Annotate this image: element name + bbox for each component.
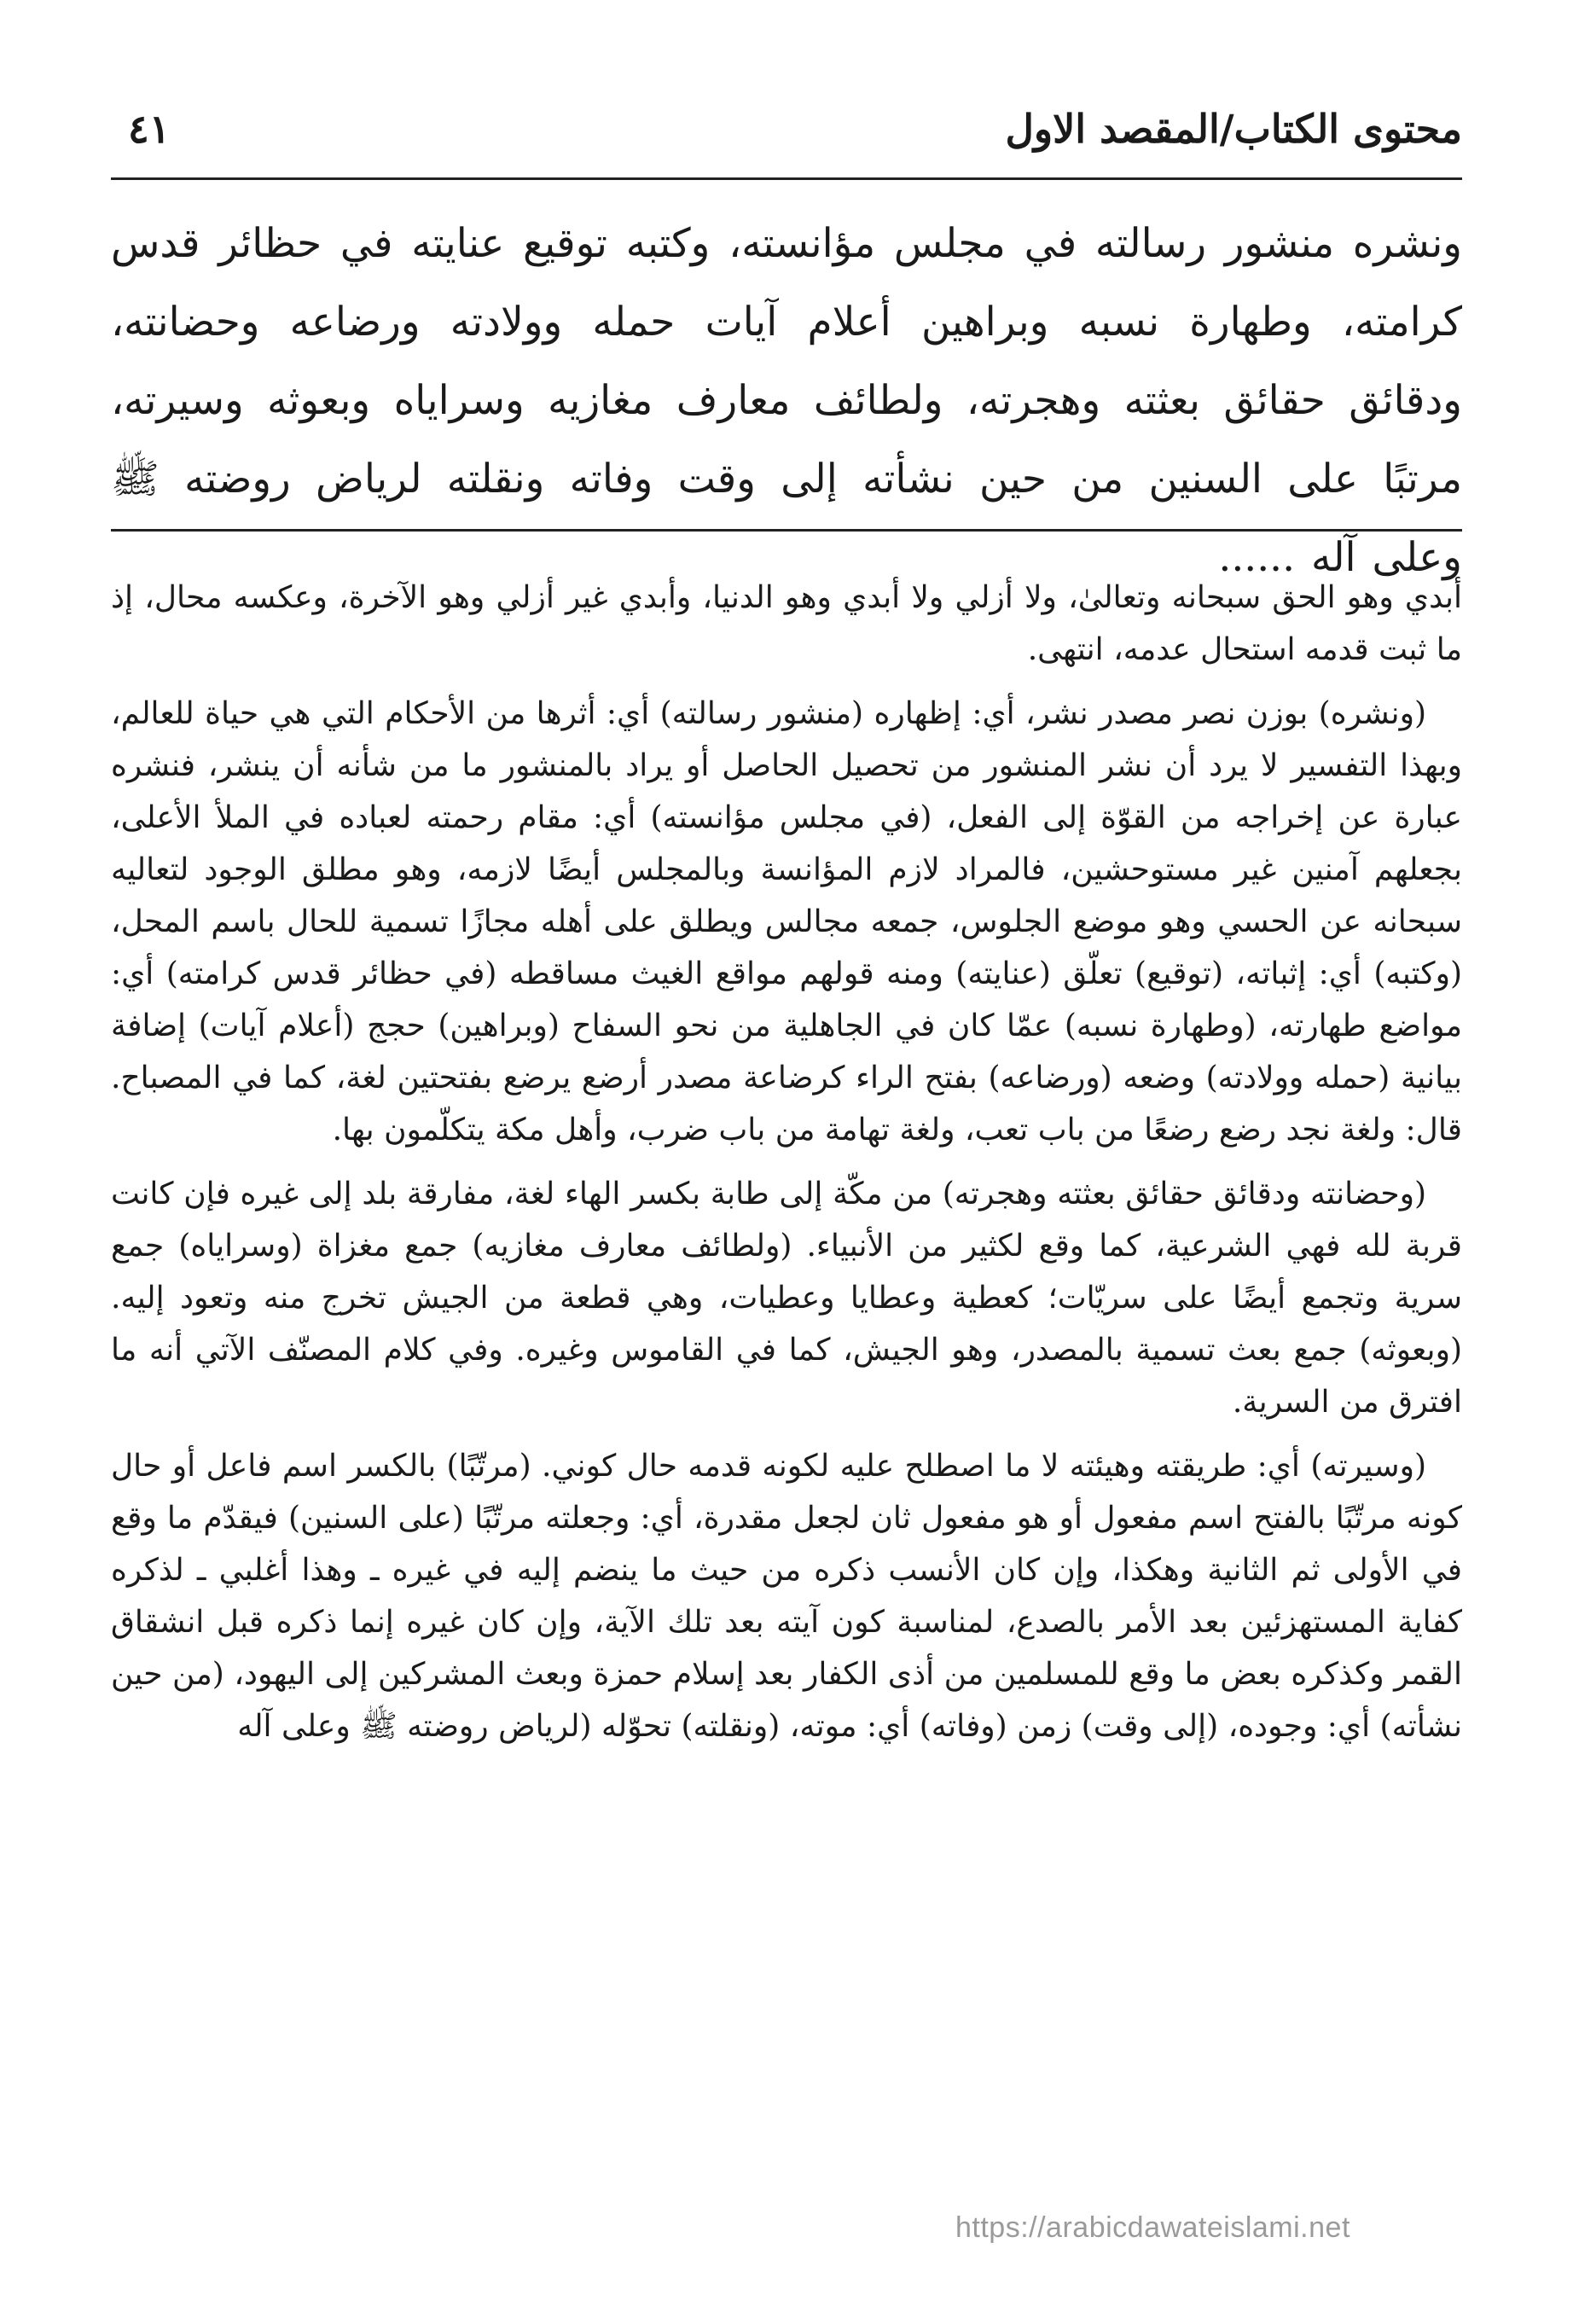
commentary-paragraph: أبدي وهو الحق سبحانه وتعالىٰ، ولا أزلي ولا أبدي وهو الدنيا، وأبدي غير أزلي وهو الآخرة، وعكسه محال، إذ ما ثبت قدمه استحال عدمه، انتهى. (111, 580, 1462, 667)
page-header (111, 101, 1462, 176)
watermark-url: https://arabicdawateislami.net (955, 2211, 1350, 2244)
commentary-paragraph: (وحضانته ودقائق حقائق بعثته وهجرته) من مكّة إلى طابة بكسر الهاء لغة، مفارقة بلد إلى غيره فإن كانت قربة لله فهي الشرعية، كما وقع لكثير من الأنبياء. (ولطائف معارف مغازيه) جمع مغزاة (وسراياه) جمع سرية وتجمع أيضًا على سريّات؛ كعطية وعطايا وعطيات، وهي قطعة من الجيش تخرج منه وتعود إليه. (وبعوثه) جمع بعث تسمية بالمصدر، وهو الجيش، كما في القاموس وغيره. وفي كلام المصنّف الآتي أنه ما افترق من السرية. (111, 1177, 1462, 1420)
main-text-block: ونشره منشور رسالته في مجلس مؤانسته، وكتبه توقيع عنايته في حظائر قدس كرامته، وطهارة نسبه وبراهين أعلام آيات حمله وولادته ورضاعه وحضانته، ودقائق حقائق بعثته وهجرته، ولطائف معارف مغازيه وسراياه وبعوثه وسيرته، مرتبًا على السنين من حين نشأته إلى وقت وفاته ونقلته لرياض روضته ﷺ وعلى آله ...... (111, 220, 1462, 581)
header-rule (111, 177, 1462, 180)
commentary-block (111, 572, 1462, 2269)
running-title: محتوى الكتاب/المقصد الاول (1005, 106, 1462, 152)
page-number: ٤١ (128, 106, 171, 152)
commentary-paragraph: (وسيرته) أي: طريقته وهيئته لا ما اصطلح عليه لكونه قدمه حال كوني. (مرتّبًا) بالكسر اسم فاعل أو حال كونه مرتّبًا بالفتح اسم مفعول أو هو مفعول ثان لجعل مقدرة، أي: وجعلته مرتّبًا (على السنين) فيقدّم ما وقع في الأولى ثم الثانية وهكذا، وإن كان الأنسب ذكره من حيث ما ينضم إليه في غيره ـ وهذا أغلبي ـ لذكره كفاية المستهزئين بعد الأمر بالصدع، لمناسبة كون آيته بعد تلك الآية، وإن كان غيره إنما ذكره قبل انشقاق القمر وكذكره بعض ما وقع للمسلمين من أذى الكفار بعد إسلام حمزة وبعث المشركين إلى اليهود، (من حين نشأته) أي: وجوده، (إلى وقت) زمن (وفاته) أي: موته، (ونقلته) تحوّله (لرياض روضته ﷺ وعلى آله (111, 1449, 1462, 1744)
commentary-paragraph: (ونشره) بوزن نصر مصدر نشر، أي: إظهاره (منشور رسالته) أي: أثرها من الأحكام التي هي حياة للعالم، وبهذا التفسير لا يرد أن نشر المنشور من تحصيل الحاصل أو يراد بالمنشور ما من شأنه أن ينشر، فنشره عبارة عن إخراجه من القوّة إلى الفعل، (في مجلس مؤانسته) أي: مقام رحمته لعباده في الملأ الأعلى، بجعلهم آمنين غير مستوحشين، فالمراد لازم المؤانسة وبالمجلس أيضًا لازمه، وهو مطلق الوجود لتعاليه سبحانه عن الحسي وهو موضع الجلوس، جمعه مجالس ويطلق على أهله مجازًا تسمية للحال باسم المحل، (وكتبه) أي: إثباته، (توقيع) تعلّق (عنايته) ومنه قولهم مواقع الغيث مساقطه (في حظائر قدس كرامته) أي: مواضع طهارته، (وطهارة نسبه) عمّا كان في الجاهلية من نحو السفاح (وبراهين) حجج (أعلام آيات) إضافة بيانية (حمله وولادته) وضعه (ورضاعه) بفتح الراء كرضاعة مصدر أرضع يرضع بفتحتين لغة، كما في المصباح. قال: ولغة نجد رضع رضعًا من باب تعب، ولغة تهامة من باب ضرب، وأهل مكة يتكلّمون بها. (111, 696, 1462, 1147)
text-divider-rule (111, 529, 1462, 532)
